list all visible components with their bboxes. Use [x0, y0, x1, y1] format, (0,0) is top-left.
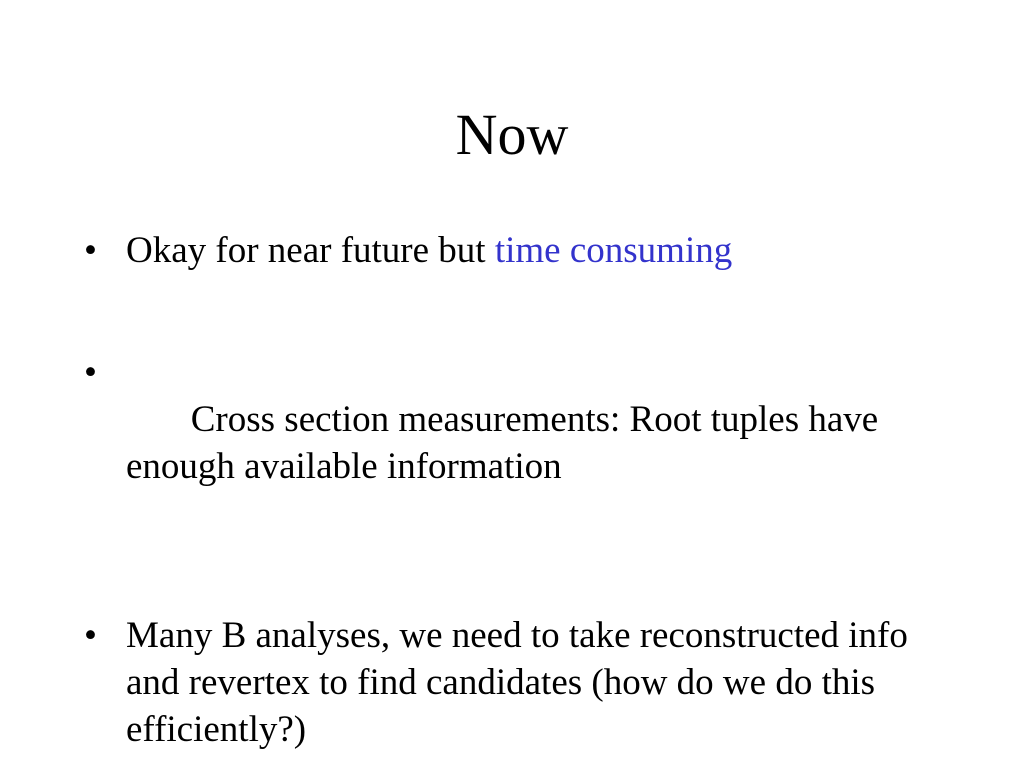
bullet-text: Okay for near future but — [126, 230, 495, 271]
slide-title: Now — [455, 102, 569, 167]
bullet-item-1 — [84, 227, 944, 274]
bullet-highlight-text: time consuming — [494, 230, 733, 271]
bullet-list — [84, 227, 944, 753]
bullet-icon: • — [84, 615, 97, 656]
bullet-item-3 — [84, 612, 944, 753]
bullet-text: Many B analyses, we need to take reconstructed info and revertex to find candidates (how do we do this efficiently?) — [126, 615, 908, 750]
bullet-text: Cross section measurements: Root tuples have enough available information — [126, 399, 888, 487]
bullet-item-2 — [84, 349, 944, 537]
bullet-icon: • — [84, 230, 97, 271]
bullet-icon: • — [84, 352, 97, 393]
